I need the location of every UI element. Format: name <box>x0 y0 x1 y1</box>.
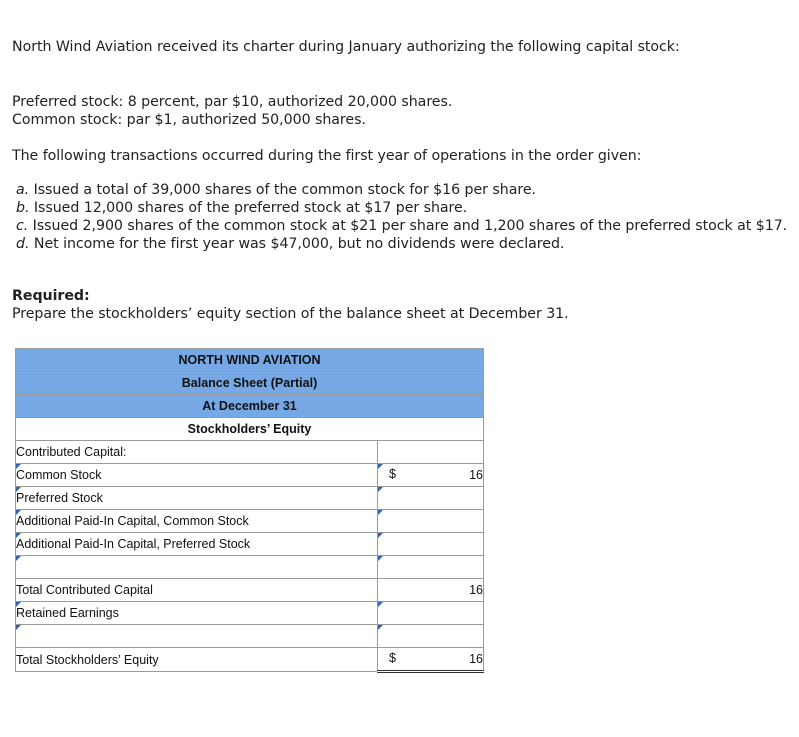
statement-date: At December 31 <box>16 395 484 418</box>
table-row <box>16 464 484 487</box>
transactions-intro: The following transactions occurred during the first year of operations in the order given: <box>12 148 642 164</box>
total-equity-amount <box>378 648 484 672</box>
transaction-letter: c. <box>16 218 29 234</box>
table-row <box>16 648 484 672</box>
total-contributed-value: 16 <box>378 579 484 602</box>
retained-earnings-amount[interactable] <box>378 602 484 625</box>
table-row <box>16 533 484 556</box>
retained-earnings-label[interactable]: Retained Earnings <box>16 602 378 625</box>
common-stock-label[interactable]: Common Stock <box>16 464 378 487</box>
header-row <box>16 418 484 441</box>
apic-preferred-amount[interactable] <box>378 533 484 556</box>
required-text: Prepare the stockholders’ equity section of the balance sheet at December 31. <box>12 306 569 322</box>
intro-text: North Wind Aviation received its charter during January authorizing the following capital stock: <box>12 39 680 55</box>
statement-title: Balance Sheet (Partial) <box>16 372 484 395</box>
transaction-a <box>16 181 536 199</box>
table-row <box>16 579 484 602</box>
header-row <box>16 372 484 395</box>
apic-preferred-label[interactable]: Additional Paid-In Capital, Preferred Stock <box>16 533 378 556</box>
header-row <box>16 349 484 372</box>
common-stock-text: Common stock: par $1, authorized 50,000 shares. <box>12 112 366 128</box>
apic-common-label[interactable]: Additional Paid-In Capital, Common Stock <box>16 510 378 533</box>
transaction-b <box>16 199 467 217</box>
transaction-text: Issued 2,900 shares of the common stock at $21 per share and 1,200 shares of the preferred stock at $17. <box>28 218 788 234</box>
total-equity-value: 16 <box>469 652 483 666</box>
total-equity-label: Total Stockholders’ Equity <box>16 648 378 672</box>
table-row <box>16 625 484 648</box>
contributed-capital-label: Contributed Capital: <box>16 441 378 464</box>
transaction-c <box>16 217 787 235</box>
apic-common-amount[interactable] <box>378 510 484 533</box>
blank-amount-input[interactable] <box>378 556 484 579</box>
transaction-text: Issued 12,000 shares of the preferred stock at $17 per share. <box>29 200 468 216</box>
blank-label-input[interactable] <box>16 625 378 648</box>
balance-sheet-table <box>15 348 484 673</box>
preferred-stock-amount[interactable] <box>378 487 484 510</box>
transaction-letter: b. <box>16 200 30 216</box>
table-row <box>16 556 484 579</box>
table-row <box>16 441 484 464</box>
common-stock-value: 16 <box>469 468 483 482</box>
table-row <box>16 510 484 533</box>
table-row <box>16 602 484 625</box>
header-row <box>16 395 484 418</box>
dollar-sign: $ <box>389 467 396 481</box>
blank-label-input[interactable] <box>16 556 378 579</box>
transaction-d <box>16 235 564 253</box>
total-contributed-label: Total Contributed Capital <box>16 579 378 602</box>
transaction-letter: d. <box>16 236 30 252</box>
transaction-text: Net income for the first year was $47,000, but no dividends were declared. <box>29 236 565 252</box>
transaction-text: Issued a total of 39,000 shares of the common stock for $16 per share. <box>29 182 536 198</box>
table-row <box>16 487 484 510</box>
common-stock-amount[interactable] <box>378 464 484 487</box>
dollar-sign: $ <box>389 651 396 665</box>
preferred-stock-label[interactable]: Preferred Stock <box>16 487 378 510</box>
preferred-stock-text: Preferred stock: 8 percent, par $10, authorized 20,000 shares. <box>12 94 453 110</box>
required-label: Required: <box>12 288 90 304</box>
transaction-letter: a. <box>16 182 30 198</box>
blank-amount-input[interactable] <box>378 625 484 648</box>
section-title: Stockholders’ Equity <box>16 418 484 441</box>
company-name: NORTH WIND AVIATION <box>16 349 484 372</box>
blank-cell <box>378 441 484 464</box>
